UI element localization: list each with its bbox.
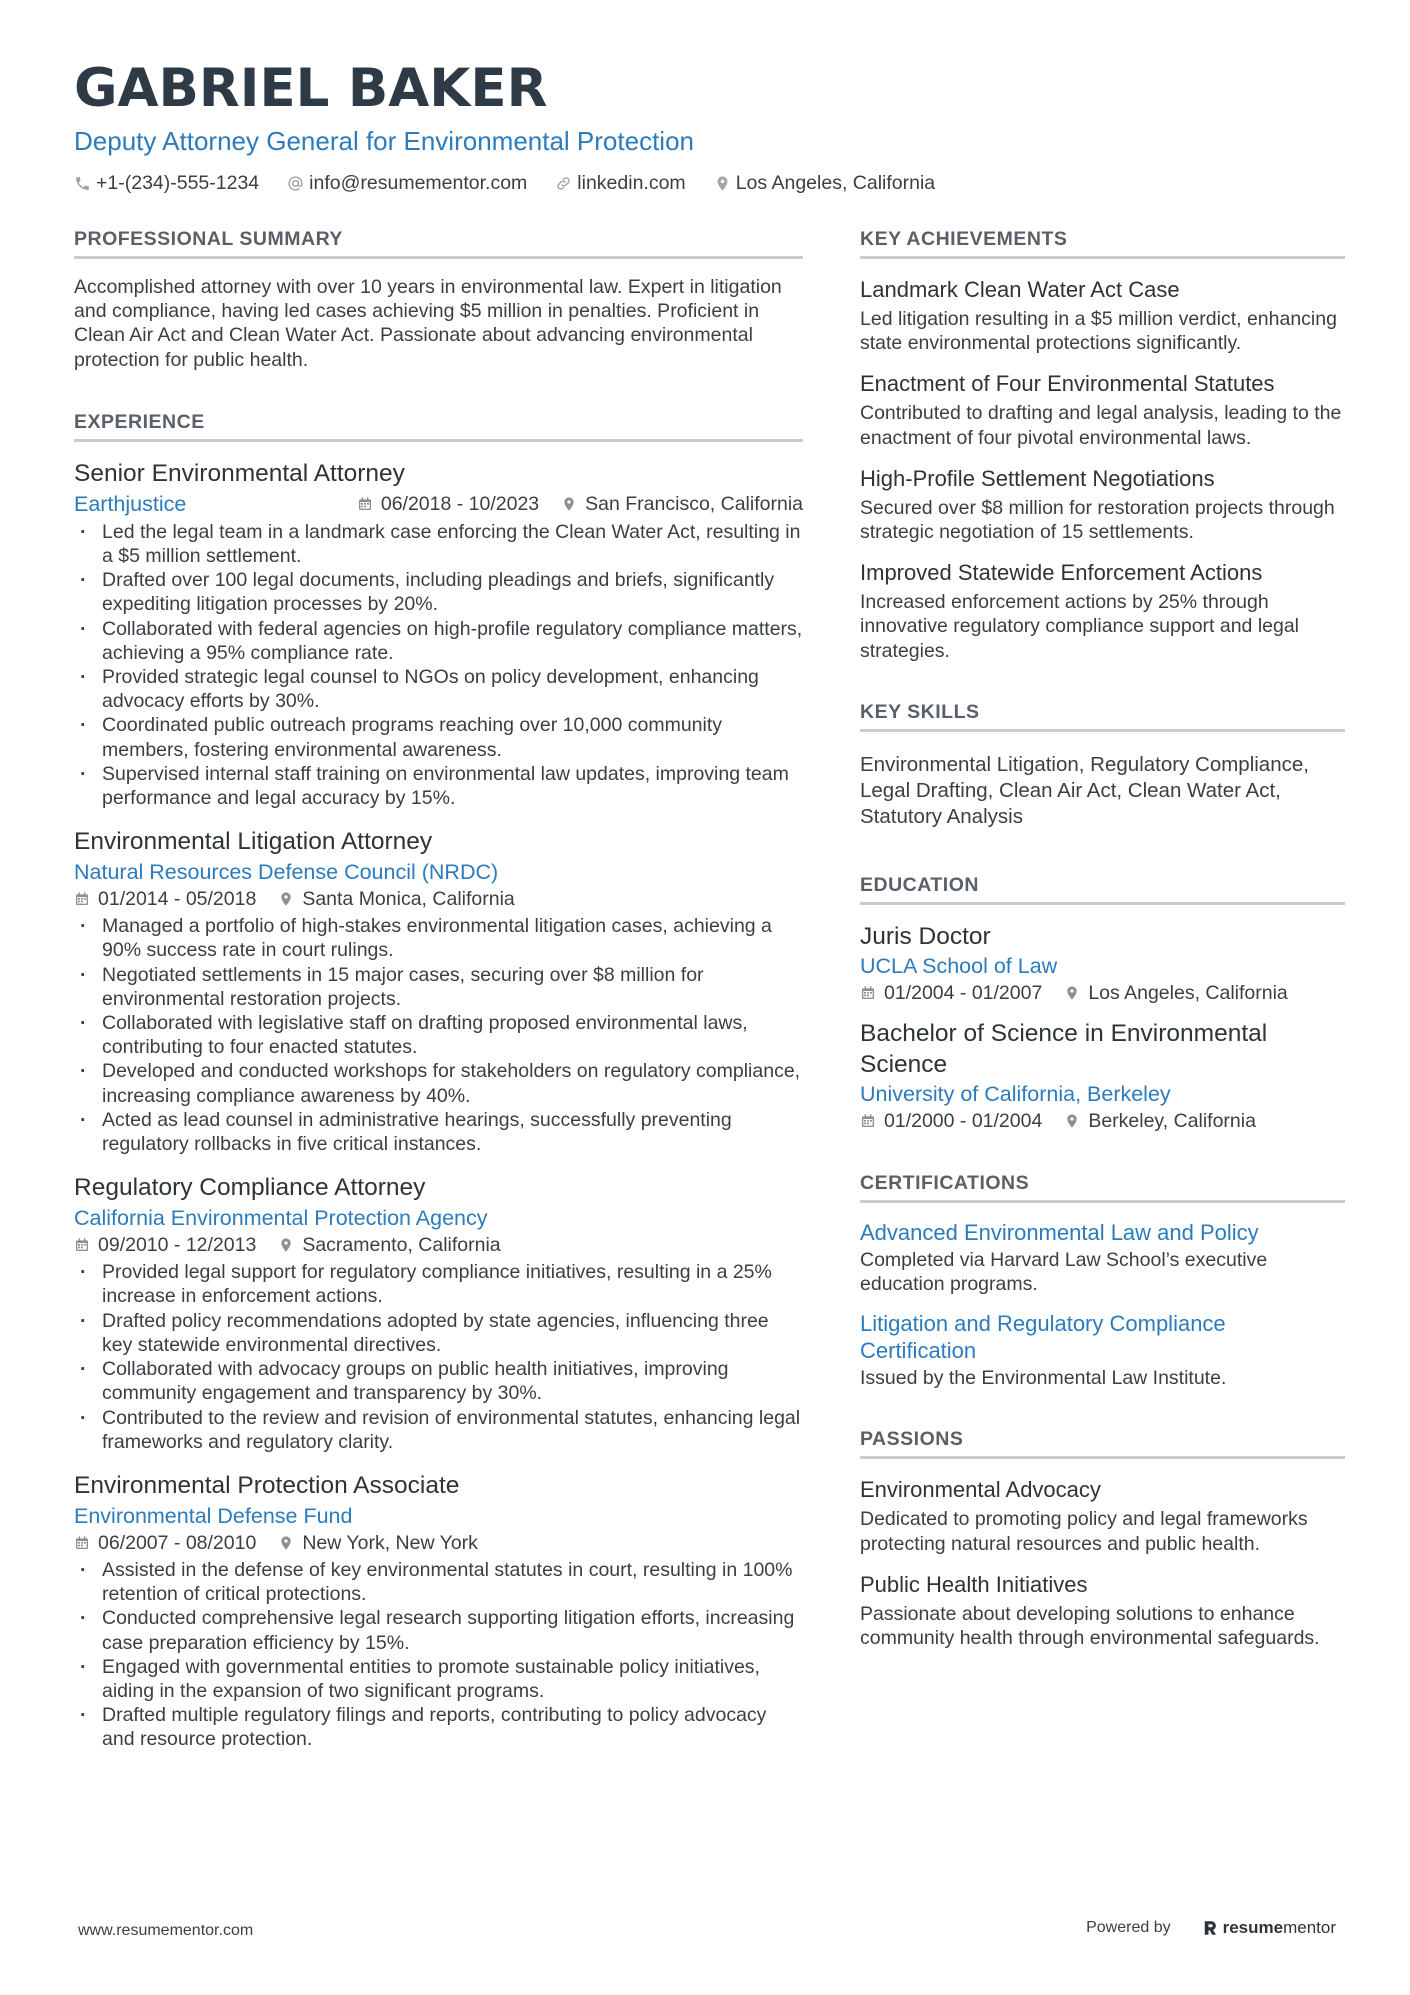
job-location	[278, 1232, 500, 1258]
calendar-icon	[74, 1237, 90, 1253]
powered-by-text: Powered by	[1086, 1919, 1171, 1936]
summary-text: Accomplished attorney with over 10 years in environmental law. Expert in litigation and compliance, having led cases achieving $5 million in penalties. Proficient in Clean Air Act and Clean Water Act. Passionate about advancing environmental protection for public health.	[74, 276, 782, 371]
certification-item	[860, 1219, 1345, 1296]
job-bullet: · Collaborated with legislative staff on drafting proposed environmental laws, contributing to four enacted statutes.	[74, 1011, 803, 1059]
job-title: Senior Environmental Attorney	[74, 459, 405, 487]
brand-name-light: mentor	[1283, 1918, 1336, 1937]
location-pin-icon	[1064, 1113, 1080, 1129]
job-bullet: · Coordinated public outreach programs reaching over 10,000 community members, fostering environmental awareness.	[74, 713, 803, 761]
resumementor-logo-icon	[1201, 1919, 1219, 1937]
calendar-icon	[74, 891, 90, 907]
job-bullet: · Contributed to the review and revision of environmental statutes, enhancing legal frameworks and regulatory clarity.	[74, 1406, 803, 1454]
footer-website[interactable]: www.resumementor.com	[78, 1922, 254, 1939]
education-meta	[860, 980, 1345, 1006]
job-bullet: · Collaborated with federal agencies on high-profile regulatory compliance matters, achieving a 95% compliance rate.	[74, 617, 803, 665]
job-bullet: · Conducted comprehensive legal research supporting litigation efforts, increasing case preparation efficiency by 15%.	[74, 1606, 803, 1654]
job-dates	[357, 491, 539, 517]
candidate-name: GABRIEL BAKER	[74, 58, 548, 119]
job-meta	[74, 886, 803, 912]
job-bullet: · Assisted in the defense of key environmental statutes in court, resulting in 100% retention of critical protections.	[74, 1558, 803, 1606]
passions-heading: PASSIONS	[860, 1426, 1345, 1459]
passions-section	[860, 1426, 1345, 1650]
certification-item	[860, 1310, 1345, 1390]
education-item	[860, 921, 1345, 1006]
skills-section	[860, 699, 1345, 830]
passion-item	[860, 1475, 1345, 1555]
education-meta	[860, 1108, 1345, 1134]
job-bullets	[74, 1260, 803, 1454]
job-company: Environmental Defense Fund	[74, 1503, 353, 1528]
certification-title: Litigation and Regulatory Compliance Certification	[860, 1311, 1226, 1364]
job-title: Environmental Litigation Attorney	[74, 828, 433, 856]
job-bullet: · Negotiated settlements in 15 major cases, securing over $8 million for environmental restoration projects.	[74, 963, 803, 1011]
passion-desc: Dedicated to promoting policy and legal frameworks protecting natural resources and public health.	[860, 1508, 1308, 1555]
certification-title: Advanced Environmental Law and Policy	[860, 1219, 1259, 1245]
job-bullet: · Supervised internal staff training on environmental law updates, improving team performance and legal accuracy by 15%.	[74, 762, 803, 810]
experience-heading: EXPERIENCE	[74, 409, 803, 442]
achievement-desc: Contributed to drafting and legal analysis, leading to the enactment of four pivotal environmental laws.	[860, 402, 1342, 449]
achievement-desc: Secured over $8 million for restoration projects through strategic negotiation of 15 settlements.	[860, 496, 1335, 544]
achievement-desc: Led litigation resulting in a $5 million verdict, enhancing state environmental protections significantly.	[860, 308, 1337, 355]
job-location	[278, 886, 514, 912]
skills-heading: KEY SKILLS	[860, 699, 1345, 732]
achievement-title: Improved Statewide Enforcement Actions	[860, 560, 1263, 586]
job-meta	[74, 1530, 803, 1556]
education-school: UCLA School of Law	[860, 953, 1058, 978]
job-dates-text: 09/2010 - 12/2013	[98, 1234, 257, 1257]
job-bullet: · Engaged with governmental entities to promote sustainable policy initiatives, aiding in the expansion of two significant programs.	[74, 1655, 803, 1703]
job-bullet: · Acted as lead counsel in administrative hearings, successfully preventing regulatory rollbacks in five critical instances.	[74, 1108, 803, 1156]
job-dates	[74, 1530, 256, 1556]
education-heading: EDUCATION	[860, 872, 1345, 905]
achievements-section	[860, 226, 1345, 663]
education-dates-text: 01/2000 - 01/2004	[884, 1109, 1043, 1132]
skills-text: Environmental Litigation, Regulatory Compliance, Legal Drafting, Clean Air Act, Clean Water Act, Statutory Analysis	[860, 752, 1309, 828]
experience-section	[74, 409, 803, 1752]
at-icon	[287, 175, 304, 192]
job-title: Environmental Protection Associate	[74, 1471, 460, 1499]
certification-desc: Issued by the Environmental Law Institute.	[860, 1367, 1227, 1390]
left-column	[74, 226, 803, 1752]
passion-title: Environmental Advocacy	[860, 1477, 1101, 1503]
right-column	[860, 226, 1345, 1650]
passion-item	[860, 1570, 1345, 1650]
contact-linkedin[interactable]	[555, 172, 685, 195]
job-location-text: San Francisco, California	[585, 492, 803, 515]
location-text: Los Angeles, California	[735, 172, 936, 194]
education-dates-text: 01/2004 - 01/2007	[884, 981, 1043, 1004]
contact-row	[74, 172, 1336, 195]
job-entry	[74, 826, 803, 1156]
job-bullet: · Drafted policy recommendations adopted by state agencies, influencing three key statewide environmental directives.	[74, 1309, 803, 1357]
calendar-icon	[357, 496, 373, 512]
job-entry	[74, 458, 803, 810]
education-dates	[860, 1108, 1042, 1134]
job-meta	[357, 491, 803, 517]
summary-section	[74, 226, 803, 372]
job-location	[278, 1530, 478, 1556]
linkedin-text[interactable]: linkedin.com	[577, 172, 686, 194]
calendar-icon	[860, 985, 876, 1001]
job-entry	[74, 1172, 803, 1454]
education-location	[1064, 1108, 1256, 1134]
achievement-item	[860, 275, 1345, 355]
contact-phone	[74, 172, 259, 195]
certification-desc: Completed via Harvard Law School’s executive education programs.	[860, 1248, 1268, 1296]
job-bullet: · Provided legal support for regulatory compliance initiatives, resulting in a 25% increase in enforcement actions.	[74, 1260, 803, 1308]
email-text[interactable]: info@resumementor.com	[309, 172, 528, 194]
brand-name-bold: resume	[1222, 1918, 1284, 1937]
job-title: Regulatory Compliance Attorney	[74, 1174, 426, 1202]
achievement-item	[860, 369, 1345, 449]
job-entry	[74, 1470, 803, 1752]
resume-header	[74, 56, 1336, 195]
candidate-title: Deputy Attorney General for Environmental Protection	[74, 126, 694, 156]
job-bullets	[74, 914, 803, 1156]
job-dates	[74, 886, 256, 912]
contact-email[interactable]	[287, 172, 527, 195]
job-company: Earthjustice	[74, 491, 187, 516]
summary-heading: PROFESSIONAL SUMMARY	[74, 226, 803, 259]
location-pin-icon	[278, 891, 294, 907]
certifications-section	[860, 1170, 1345, 1391]
location-pin-icon	[561, 496, 577, 512]
job-dates-text: 01/2014 - 05/2018	[98, 888, 257, 911]
job-meta	[74, 1232, 803, 1258]
achievement-item	[860, 464, 1345, 544]
job-bullet: · Developed and conducted workshops for stakeholders on regulatory compliance, increasing compliance awareness by 40%.	[74, 1059, 803, 1107]
education-item	[860, 1018, 1345, 1134]
job-location-text: New York, New York	[302, 1531, 478, 1554]
calendar-icon	[74, 1535, 90, 1551]
job-company: Natural Resources Defense Council (NRDC)	[74, 860, 499, 885]
contact-location	[714, 172, 935, 195]
job-bullet: · Drafted multiple regulatory filings and reports, contributing to policy advocacy and resource protection.	[74, 1703, 803, 1751]
achievement-desc: Increased enforcement actions by 25% through innovative regulatory compliance support and legal strategies.	[860, 591, 1300, 662]
education-degree: Juris Doctor	[860, 922, 991, 950]
job-dates	[74, 1232, 256, 1258]
job-dates-text: 06/2007 - 08/2010	[98, 1531, 257, 1554]
achievements-heading: KEY ACHIEVEMENTS	[860, 226, 1345, 259]
link-icon	[555, 175, 572, 192]
job-bullets	[74, 520, 803, 810]
location-pin-icon	[278, 1535, 294, 1551]
phone-text: +1-(234)-555-1234	[96, 172, 260, 194]
job-bullet: · Provided strategic legal counsel to NGOs on policy development, enhancing advocacy efforts by 30%.	[74, 665, 803, 713]
location-pin-icon	[278, 1237, 294, 1253]
job-location	[561, 491, 803, 517]
job-location-text: Santa Monica, California	[302, 888, 515, 911]
job-bullet: · Collaborated with advocacy groups on public health initiatives, improving community engagement and transparency by 30%.	[74, 1357, 803, 1405]
location-pin-icon	[1064, 985, 1080, 1001]
passion-desc: Passionate about developing solutions to enhance community health through environmental safeguards.	[860, 1602, 1320, 1650]
job-bullet: · Managed a portfolio of high-stakes environmental litigation cases, achieving a 90% success rate in court rulings.	[74, 914, 803, 962]
calendar-icon	[860, 1113, 876, 1129]
education-section	[860, 872, 1345, 1134]
education-dates	[860, 980, 1042, 1006]
education-location	[1064, 980, 1287, 1006]
job-dates-text: 06/2018 - 10/2023	[380, 492, 540, 515]
footer-powered	[1086, 1918, 1336, 1938]
location-pin-icon	[714, 175, 731, 192]
brand-logo[interactable]	[1201, 1918, 1336, 1938]
phone-icon	[74, 175, 91, 192]
job-company: California Environmental Protection Agency	[74, 1206, 488, 1231]
education-location-text: Berkeley, California	[1088, 1109, 1256, 1132]
education-degree: Bachelor of Science in Environmental Science	[860, 1019, 1268, 1078]
job-location-text: Sacramento, California	[302, 1234, 501, 1257]
job-bullets	[74, 1558, 803, 1752]
achievement-title: Enactment of Four Environmental Statutes	[860, 371, 1275, 397]
achievement-title: High-Profile Settlement Negotiations	[860, 465, 1215, 491]
achievement-item	[860, 558, 1345, 663]
job-bullet: · Drafted over 100 legal documents, including pleadings and briefs, significantly expediting litigation processes by 20%.	[74, 568, 803, 616]
achievement-title: Landmark Clean Water Act Case	[860, 277, 1180, 302]
education-school: University of California, Berkeley	[860, 1081, 1171, 1106]
certifications-heading: CERTIFICATIONS	[860, 1170, 1345, 1203]
job-bullet: · Led the legal team in a landmark case enforcing the Clean Water Act, resulting in a $5 million settlement.	[74, 520, 803, 568]
education-location-text: Los Angeles, California	[1088, 981, 1288, 1004]
passion-title: Public Health Initiatives	[860, 1571, 1088, 1597]
job-company-row	[74, 490, 803, 518]
